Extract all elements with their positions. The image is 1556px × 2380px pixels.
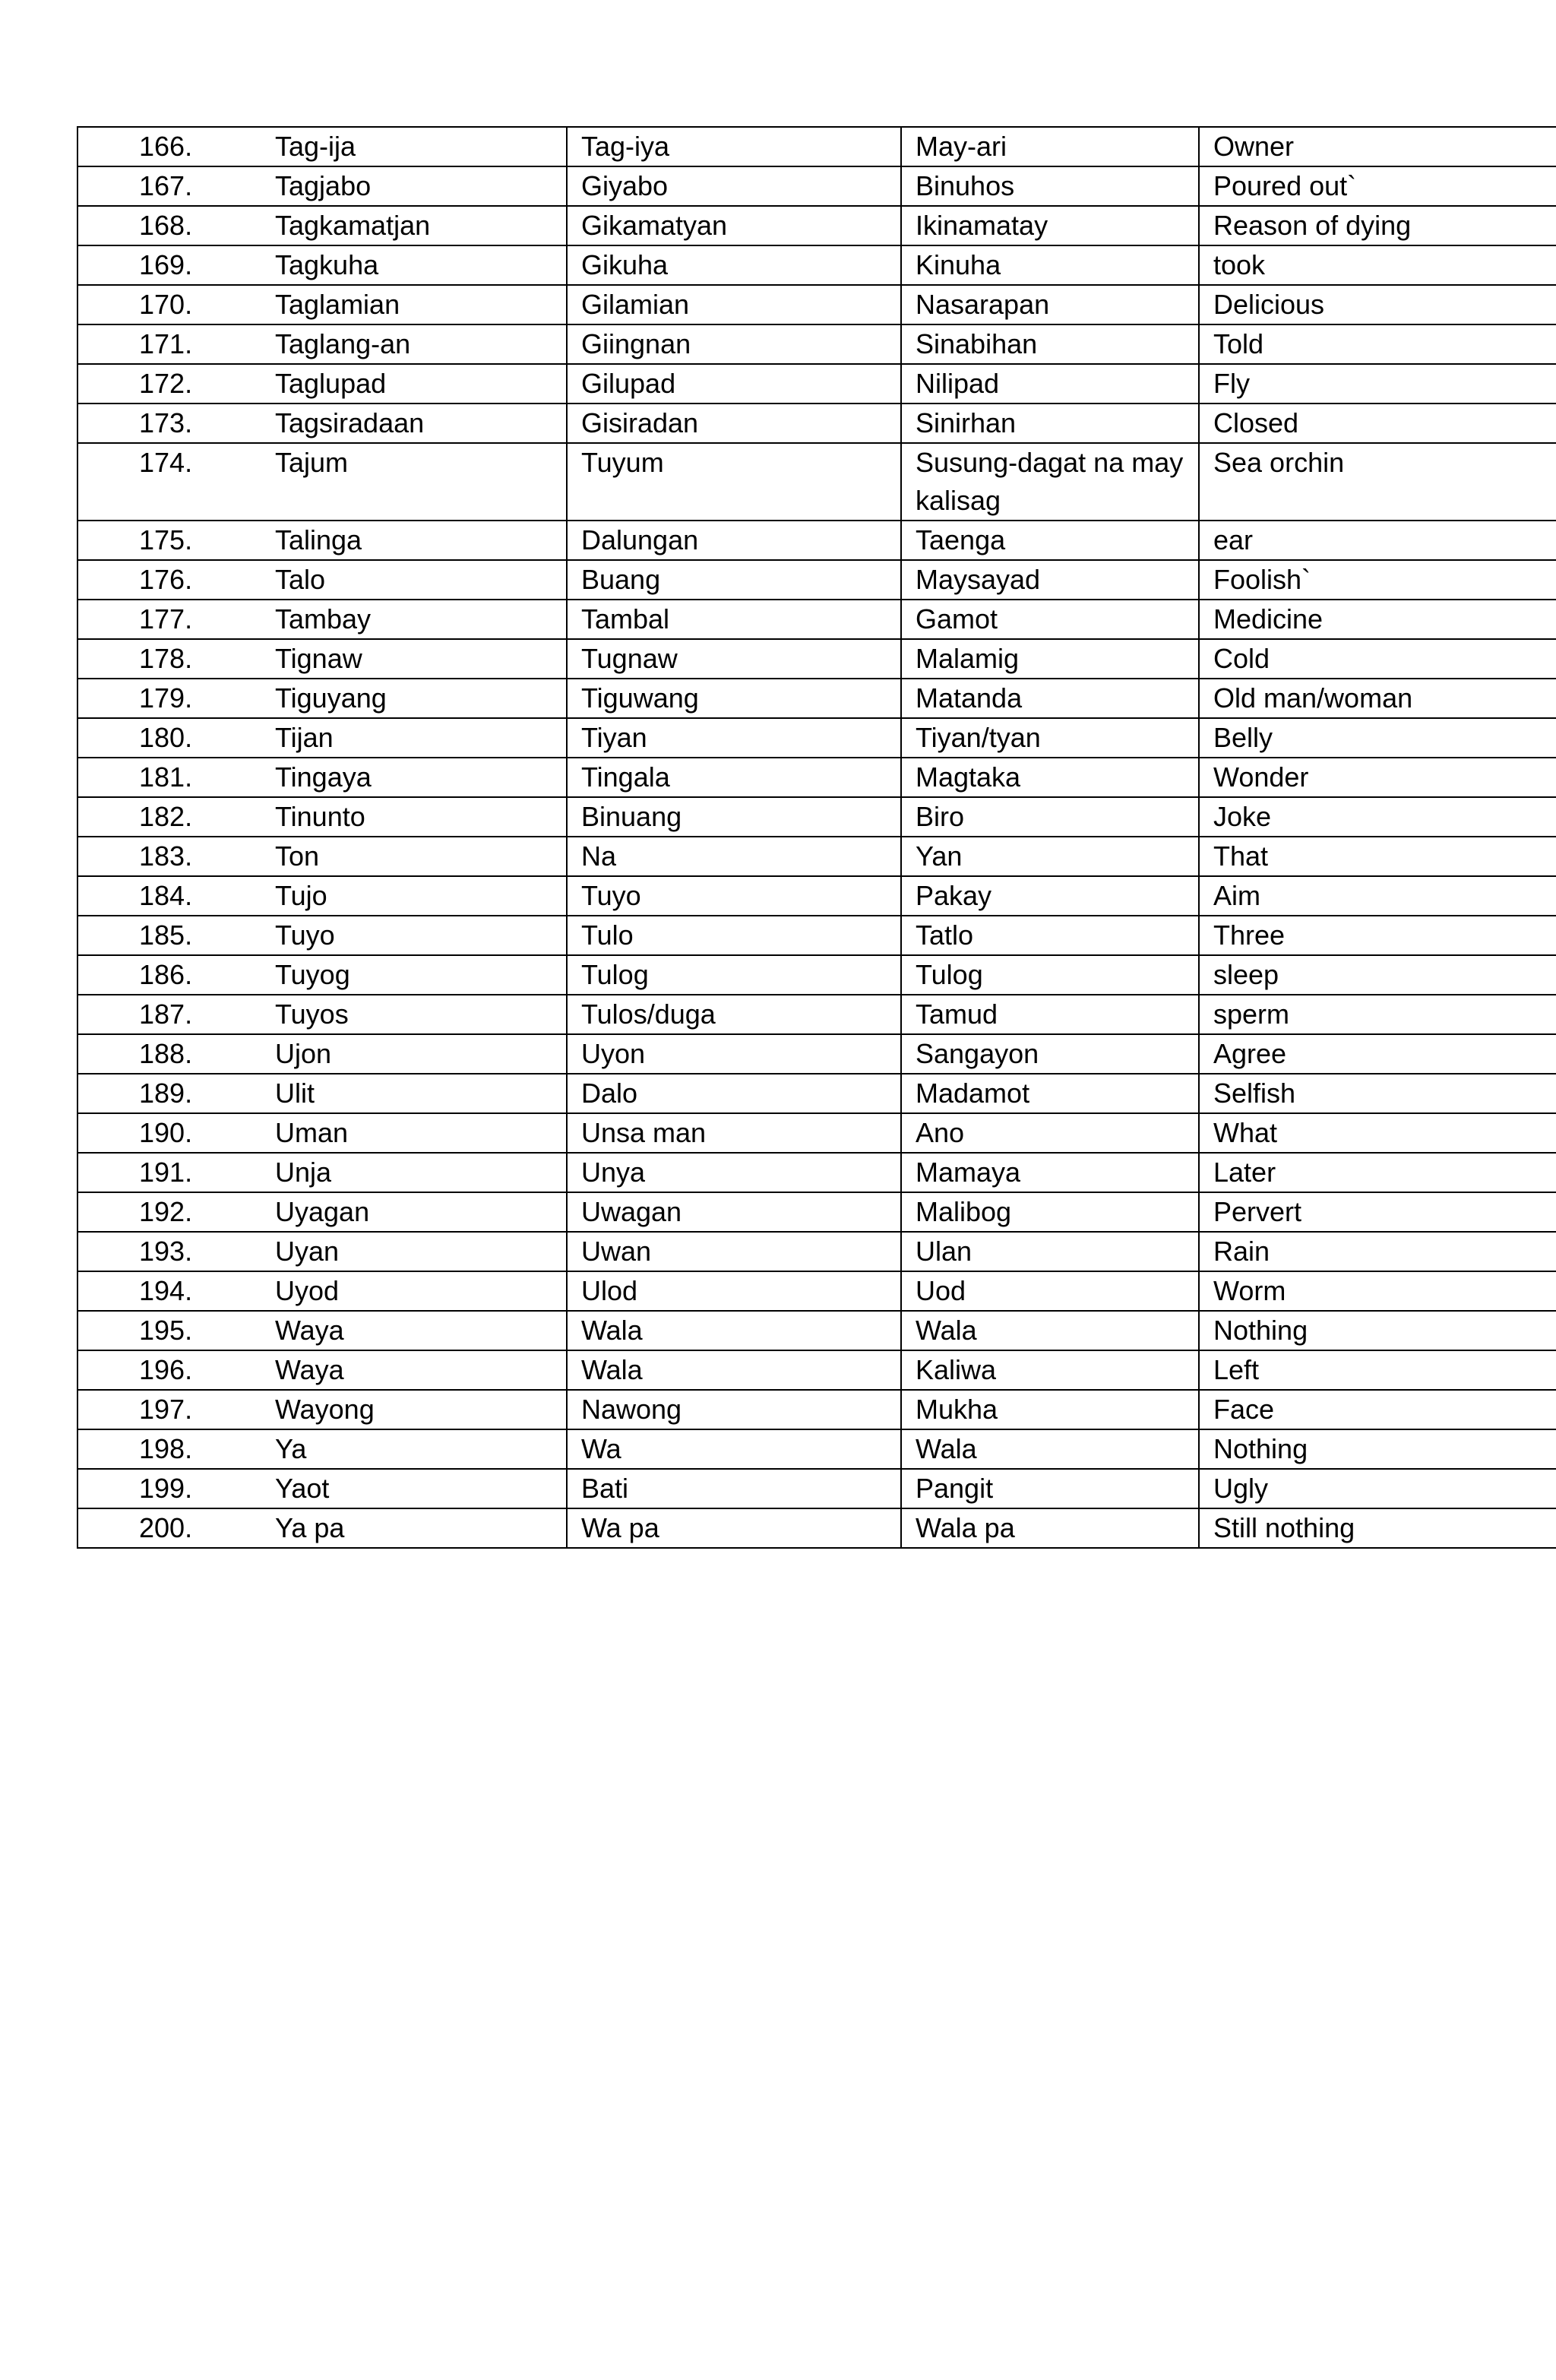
entry-number: 170.	[77, 285, 275, 324]
entry-variant: Binuang	[567, 797, 901, 837]
entry-number: 171.	[77, 324, 275, 364]
entry-english: sleep	[1199, 955, 1556, 995]
table-row	[77, 1390, 1556, 1429]
entry-number: 188.	[77, 1034, 275, 1074]
entry-number: 177.	[77, 600, 275, 639]
entry-word: Taglamian	[275, 285, 567, 324]
entry-english: Told	[1199, 324, 1556, 364]
entry-number: 199.	[77, 1469, 275, 1508]
entry-variant: Tulo	[567, 916, 901, 955]
entry-number: 172.	[77, 364, 275, 404]
entry-english: Sea orchin	[1199, 443, 1556, 521]
entry-filipino: Magtaka	[901, 758, 1199, 797]
entry-word: Waya	[275, 1311, 567, 1350]
entry-word: Talinga	[275, 521, 567, 560]
entry-filipino: Yan	[901, 837, 1199, 876]
entry-number: 180.	[77, 718, 275, 758]
entry-number: 182.	[77, 797, 275, 837]
entry-variant: Giyabo	[567, 166, 901, 206]
entry-variant: Tulog	[567, 955, 901, 995]
entry-filipino: Nilipad	[901, 364, 1199, 404]
glossary-table	[77, 126, 1556, 1549]
entry-number: 181.	[77, 758, 275, 797]
entry-word: Wayong	[275, 1390, 567, 1429]
entry-number: 187.	[77, 995, 275, 1034]
entry-filipino: Madamot	[901, 1074, 1199, 1113]
entry-variant: Bati	[567, 1469, 901, 1508]
entry-word: Tingaya	[275, 758, 567, 797]
entry-variant: Nawong	[567, 1390, 901, 1429]
entry-number: 167.	[77, 166, 275, 206]
table-row	[77, 443, 1556, 521]
entry-variant: Gikuha	[567, 245, 901, 285]
entry-english: Nothing	[1199, 1311, 1556, 1350]
table-row	[77, 404, 1556, 443]
entry-filipino: Tatlo	[901, 916, 1199, 955]
table-row	[77, 1508, 1556, 1548]
entry-variant: Tuyum	[567, 443, 901, 521]
entry-word: Tujo	[275, 876, 567, 916]
entry-english: Aim	[1199, 876, 1556, 916]
entry-english: Pervert	[1199, 1192, 1556, 1232]
entry-variant: Unsa man	[567, 1113, 901, 1153]
table-row	[77, 1429, 1556, 1469]
entry-variant: Gikamatyan	[567, 206, 901, 245]
entry-variant: Tiyan	[567, 718, 901, 758]
entry-filipino: Sinabihan	[901, 324, 1199, 364]
entry-filipino: Taenga	[901, 521, 1199, 560]
entry-number: 195.	[77, 1311, 275, 1350]
entry-word: Taglupad	[275, 364, 567, 404]
entry-filipino: Pakay	[901, 876, 1199, 916]
table-row	[77, 285, 1556, 324]
table-row	[77, 245, 1556, 285]
glossary-body	[77, 127, 1556, 1548]
entry-word: Waya	[275, 1350, 567, 1390]
entry-variant: Tag-iya	[567, 127, 901, 166]
entry-variant: Gilamian	[567, 285, 901, 324]
entry-english: Ugly	[1199, 1469, 1556, 1508]
entry-word: Ulit	[275, 1074, 567, 1113]
entry-number: 193.	[77, 1232, 275, 1271]
table-row	[77, 639, 1556, 679]
entry-variant: Wa	[567, 1429, 901, 1469]
entry-english: Face	[1199, 1390, 1556, 1429]
entry-word: Tagsiradaan	[275, 404, 567, 443]
entry-english: Left	[1199, 1350, 1556, 1390]
table-row	[77, 1192, 1556, 1232]
table-row	[77, 1232, 1556, 1271]
entry-number: 168.	[77, 206, 275, 245]
entry-number: 186.	[77, 955, 275, 995]
table-row	[77, 1074, 1556, 1113]
entry-number: 184.	[77, 876, 275, 916]
entry-word: Uyan	[275, 1232, 567, 1271]
entry-english: Belly	[1199, 718, 1556, 758]
entry-english: Delicious	[1199, 285, 1556, 324]
entry-english: That	[1199, 837, 1556, 876]
entry-filipino: Pangit	[901, 1469, 1199, 1508]
entry-number: 169.	[77, 245, 275, 285]
entry-word: Tinunto	[275, 797, 567, 837]
entry-variant: Dalo	[567, 1074, 901, 1113]
entry-variant: Wala	[567, 1350, 901, 1390]
entry-word: Tag-ija	[275, 127, 567, 166]
entry-english: Reason of dying	[1199, 206, 1556, 245]
entry-variant: Giingnan	[567, 324, 901, 364]
table-row	[77, 324, 1556, 364]
entry-english: Wonder	[1199, 758, 1556, 797]
table-row	[77, 916, 1556, 955]
table-row	[77, 560, 1556, 600]
entry-number: 178.	[77, 639, 275, 679]
table-row	[77, 1034, 1556, 1074]
entry-english: Three	[1199, 916, 1556, 955]
entry-variant: Tuyo	[567, 876, 901, 916]
entry-english: Old man/woman	[1199, 679, 1556, 718]
entry-number: 185.	[77, 916, 275, 955]
table-row	[77, 127, 1556, 166]
entry-filipino: Kaliwa	[901, 1350, 1199, 1390]
table-row	[77, 166, 1556, 206]
entry-variant: Uwagan	[567, 1192, 901, 1232]
table-row	[77, 955, 1556, 995]
entry-number: 190.	[77, 1113, 275, 1153]
entry-english: ear	[1199, 521, 1556, 560]
entry-filipino: May-ari	[901, 127, 1199, 166]
table-row	[77, 1271, 1556, 1311]
entry-variant: Uwan	[567, 1232, 901, 1271]
entry-number: 175.	[77, 521, 275, 560]
entry-filipino: Malamig	[901, 639, 1199, 679]
entry-english: Fly	[1199, 364, 1556, 404]
entry-filipino: Sangayon	[901, 1034, 1199, 1074]
entry-english: What	[1199, 1113, 1556, 1153]
entry-filipino: Wala	[901, 1311, 1199, 1350]
entry-variant: Tulos/duga	[567, 995, 901, 1034]
entry-number: 198.	[77, 1429, 275, 1469]
entry-word: Tajum	[275, 443, 567, 521]
entry-filipino: Sinirhan	[901, 404, 1199, 443]
entry-filipino: Mukha	[901, 1390, 1199, 1429]
entry-filipino: Uod	[901, 1271, 1199, 1311]
entry-variant: Tiguwang	[567, 679, 901, 718]
entry-filipino: Nasarapan	[901, 285, 1199, 324]
entry-variant: Uyon	[567, 1034, 901, 1074]
entry-english: Worm	[1199, 1271, 1556, 1311]
table-row	[77, 1350, 1556, 1390]
entry-english: sperm	[1199, 995, 1556, 1034]
entry-english: Closed	[1199, 404, 1556, 443]
entry-word: Uyod	[275, 1271, 567, 1311]
entry-filipino: Ulan	[901, 1232, 1199, 1271]
entry-word: Ya pa	[275, 1508, 567, 1548]
entry-variant: Ulod	[567, 1271, 901, 1311]
entry-filipino: Ikinamatay	[901, 206, 1199, 245]
entry-filipino: Kinuha	[901, 245, 1199, 285]
entry-variant: Na	[567, 837, 901, 876]
entry-number: 173.	[77, 404, 275, 443]
table-row	[77, 1153, 1556, 1192]
table-row	[77, 837, 1556, 876]
entry-filipino: Tulog	[901, 955, 1199, 995]
entry-english: Still nothing	[1199, 1508, 1556, 1548]
entry-word: Yaot	[275, 1469, 567, 1508]
entry-variant: Gilupad	[567, 364, 901, 404]
entry-word: Tijan	[275, 718, 567, 758]
table-row	[77, 718, 1556, 758]
entry-variant: Wa pa	[567, 1508, 901, 1548]
entry-filipino: Ano	[901, 1113, 1199, 1153]
entry-number: 200.	[77, 1508, 275, 1548]
entry-english: Later	[1199, 1153, 1556, 1192]
entry-word: Tambay	[275, 600, 567, 639]
entry-english: Rain	[1199, 1232, 1556, 1271]
entry-filipino: Wala	[901, 1429, 1199, 1469]
entry-filipino: Susung-dagat na may kalisag	[901, 443, 1199, 521]
entry-word: Ya	[275, 1429, 567, 1469]
entry-variant: Unya	[567, 1153, 901, 1192]
table-row	[77, 364, 1556, 404]
entry-number: 166.	[77, 127, 275, 166]
table-row	[77, 797, 1556, 837]
entry-word: Tagjabo	[275, 166, 567, 206]
entry-english: Cold	[1199, 639, 1556, 679]
entry-word: Tagkamatjan	[275, 206, 567, 245]
entry-number: 192.	[77, 1192, 275, 1232]
entry-filipino: Biro	[901, 797, 1199, 837]
entry-number: 174.	[77, 443, 275, 521]
entry-number: 189.	[77, 1074, 275, 1113]
entry-word: Tiguyang	[275, 679, 567, 718]
entry-english: Agree	[1199, 1034, 1556, 1074]
entry-english: Medicine	[1199, 600, 1556, 639]
entry-word: Tignaw	[275, 639, 567, 679]
entry-word: Talo	[275, 560, 567, 600]
table-row	[77, 758, 1556, 797]
entry-filipino: Wala pa	[901, 1508, 1199, 1548]
entry-filipino: Binuhos	[901, 166, 1199, 206]
entry-number: 196.	[77, 1350, 275, 1390]
entry-english: Nothing	[1199, 1429, 1556, 1469]
entry-variant: Gisiradan	[567, 404, 901, 443]
entry-filipino: Maysayad	[901, 560, 1199, 600]
table-row	[77, 206, 1556, 245]
entry-filipino: Mamaya	[901, 1153, 1199, 1192]
entry-variant: Tugnaw	[567, 639, 901, 679]
entry-number: 176.	[77, 560, 275, 600]
entry-filipino: Tiyan/tyan	[901, 718, 1199, 758]
table-row	[77, 679, 1556, 718]
entry-number: 194.	[77, 1271, 275, 1311]
table-row	[77, 876, 1556, 916]
table-row	[77, 995, 1556, 1034]
entry-filipino: Malibog	[901, 1192, 1199, 1232]
entry-variant: Tambal	[567, 600, 901, 639]
entry-word: Uman	[275, 1113, 567, 1153]
entry-word: Unja	[275, 1153, 567, 1192]
entry-filipino: Gamot	[901, 600, 1199, 639]
entry-english: Joke	[1199, 797, 1556, 837]
entry-variant: Dalungan	[567, 521, 901, 560]
entry-word: Tagkuha	[275, 245, 567, 285]
entry-number: 183.	[77, 837, 275, 876]
entry-number: 179.	[77, 679, 275, 718]
entry-word: Tuyo	[275, 916, 567, 955]
entry-word: Uyagan	[275, 1192, 567, 1232]
entry-variant: Wala	[567, 1311, 901, 1350]
entry-english: took	[1199, 245, 1556, 285]
entry-filipino: Matanda	[901, 679, 1199, 718]
entry-number: 191.	[77, 1153, 275, 1192]
entry-word: Ujon	[275, 1034, 567, 1074]
table-row	[77, 600, 1556, 639]
entry-word: Taglang-an	[275, 324, 567, 364]
table-row	[77, 1113, 1556, 1153]
entry-word: Ton	[275, 837, 567, 876]
table-row	[77, 1311, 1556, 1350]
table-row	[77, 1469, 1556, 1508]
entry-word: Tuyos	[275, 995, 567, 1034]
entry-filipino: Tamud	[901, 995, 1199, 1034]
entry-english: Selfish	[1199, 1074, 1556, 1113]
entry-english: Owner	[1199, 127, 1556, 166]
entry-word: Tuyog	[275, 955, 567, 995]
entry-english: Poured out`	[1199, 166, 1556, 206]
entry-variant: Tingala	[567, 758, 901, 797]
entry-variant: Buang	[567, 560, 901, 600]
entry-number: 197.	[77, 1390, 275, 1429]
entry-english: Foolish`	[1199, 560, 1556, 600]
table-row	[77, 521, 1556, 560]
